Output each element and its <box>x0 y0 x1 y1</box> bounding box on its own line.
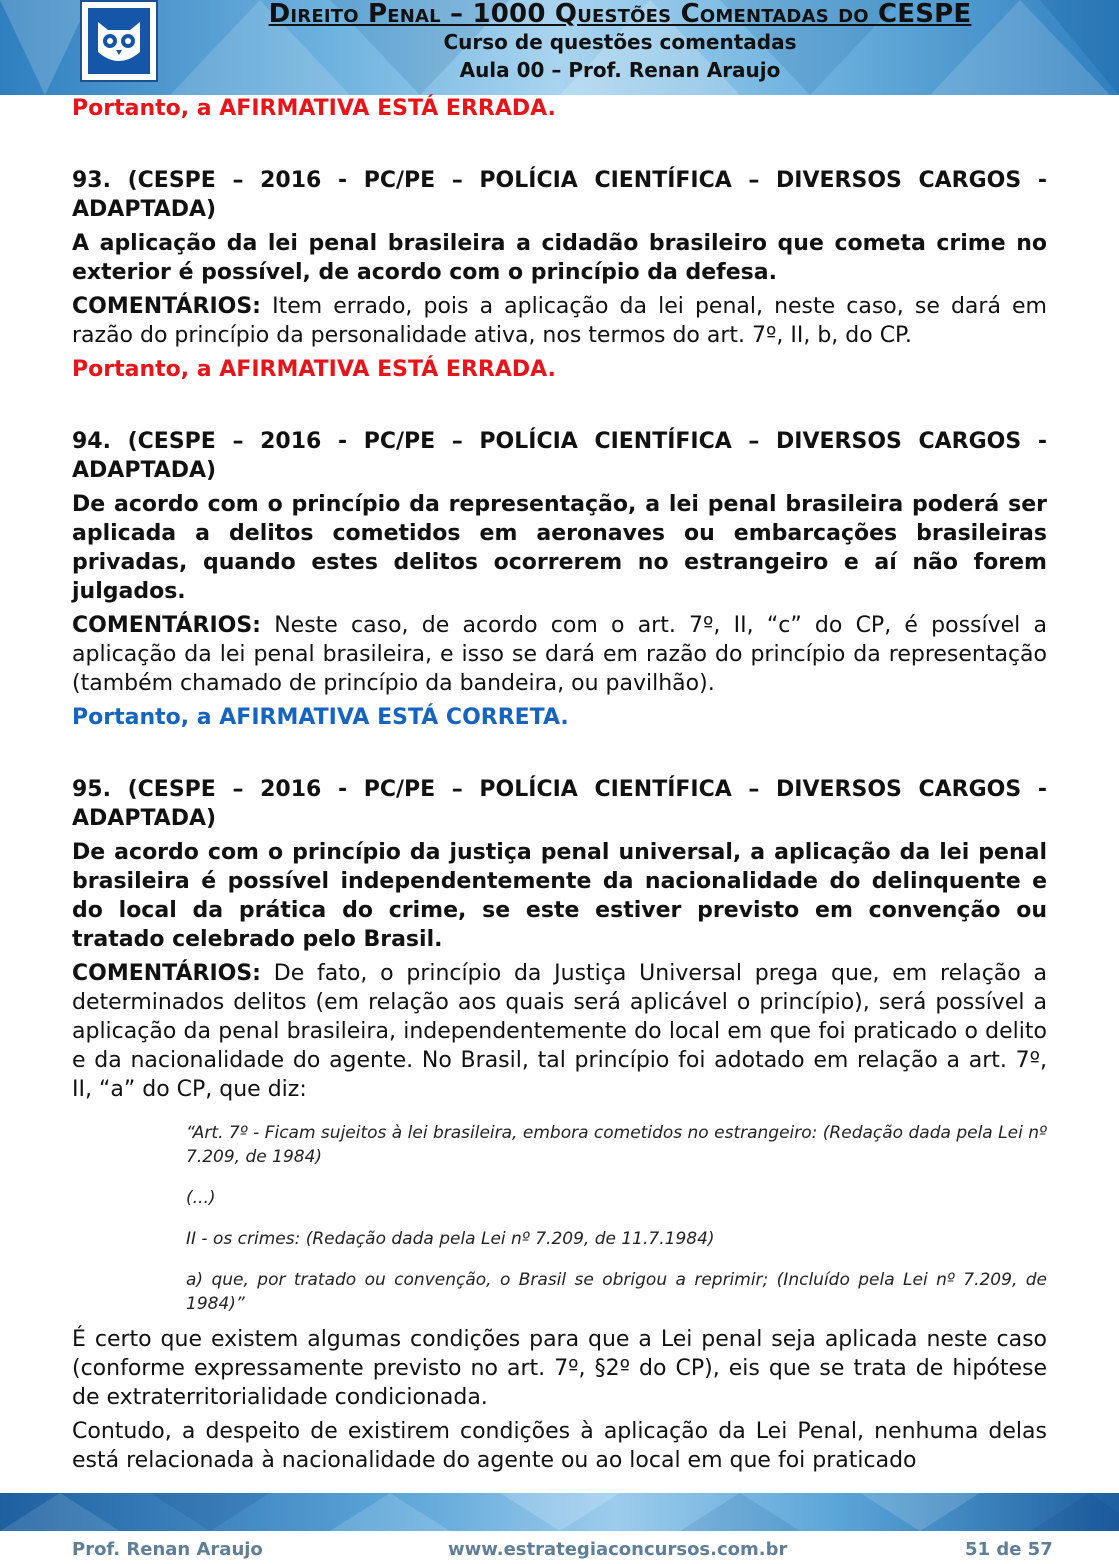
question-statement: De acordo com o princípio da justiça penal universal, a aplicação da lei penal brasileira é possível independentemente da nacionalidade do delinquente e do local da prática do crime, se este estiver previsto em convenção ou tratado celebrado pelo Brasil. <box>72 840 1047 952</box>
body-paragraph: Contudo, a despeito de existirem condições à aplicação da Lei Penal, nenhuma delas está relacionada à nacionalidade do agente ou ao local em que foi praticado <box>72 1419 1047 1473</box>
law-quote <box>72 1121 1047 1316</box>
question-comment <box>72 959 1047 1104</box>
quote-line: “Art. 7º - Ficam sujeitos à lei brasileira, embora cometidos no estrangeiro: (Redação dada pela Lei nº 7.209, de 1984) <box>186 1123 1047 1167</box>
question-header: 93. (CESPE – 2016 - PC/PE – POLÍCIA CIENTÍFICA – DIVERSOS CARGOS - ADAPTADA) <box>72 168 1047 222</box>
footer-page-number: 51 de 57 <box>965 1539 1053 1560</box>
question-95 <box>72 775 1047 1475</box>
question-94 <box>72 427 1047 732</box>
footer-site[interactable]: www.estrategiaconcursos.com.br <box>448 1539 788 1560</box>
question-statement: A aplicação da lei penal brasileira a cidadão brasileiro que cometa crime no exterior é possível, de acordo com o princípio da defesa. <box>72 231 1047 285</box>
question-statement: De acordo com o princípio da representação, a lei penal brasileira poderá ser aplicada a delitos cometidos em aeronaves ou embarcações brasileiras privadas, quando estes delitos ocorrerem no estrangeiro e aí não forem julgados. <box>72 492 1047 604</box>
body-paragraph: É certo que existem algumas condições para que a Lei penal seja aplicada neste caso (conforme expressamente previsto no art. 7º, §2º do CP), eis que se trata de hipótese de extraterritorialidade condicionada. <box>72 1327 1047 1410</box>
footer-triangle-pattern <box>0 1493 1119 1531</box>
question-verdict: Portanto, a AFIRMATIVA ESTÁ CORRETA. <box>72 705 569 730</box>
comment-label: COMENTÁRIOS: <box>72 294 261 319</box>
footer-band <box>0 1493 1119 1531</box>
footer-author: Prof. Renan Araujo <box>72 1539 263 1560</box>
question-93 <box>72 166 1047 384</box>
document-body <box>72 94 1047 1480</box>
comment-label: COMENTÁRIOS: <box>72 613 261 638</box>
quote-line: a) que, por tratado ou convenção, o Brasil se obrigou a reprimir; (Incluído pela Lei nº 7.209, de 1984)” <box>186 1270 1047 1314</box>
lesson-info: Aula 00 – Prof. Renan Araujo <box>459 58 781 82</box>
header-text <box>180 0 1060 84</box>
comment-text: De fato, o princípio da Justiça Universal prega que, em relação a determinados delitos (em relação aos quais será aplicável o princípio), será possível a aplicação da penal brasileira, independentemente do local em que foi praticado o delito e da nacionalidade do agente. No Brasil, tal princípio foi adotado em relação a art. 7º, II, “a” do CP, que diz: <box>72 961 1047 1102</box>
course-subtitle: Curso de questões comentadas <box>443 30 797 54</box>
question-verdict: Portanto, a AFIRMATIVA ESTÁ ERRADA. <box>72 357 556 382</box>
quote-line: (...) <box>186 1188 216 1208</box>
comment-text: Item errado, pois a aplicação da lei penal, neste caso, se dará em razão do princípio da personalidade ativa, nos termos do art. 7º, II, b, do CP. <box>72 294 1047 348</box>
comment-label: COMENTÁRIOS: <box>72 961 261 986</box>
owl-logo-icon <box>80 0 158 82</box>
quote-line: II - os crimes: (Redação dada pela Lei nº 7.209, de 11.7.1984) <box>186 1229 715 1249</box>
question-header: 95. (CESPE – 2016 - PC/PE – POLÍCIA CIENTÍFICA – DIVERSOS CARGOS - ADAPTADA) <box>72 777 1047 831</box>
question-header: 94. (CESPE – 2016 - PC/PE – POLÍCIA CIENTÍFICA – DIVERSOS CARGOS - ADAPTADA) <box>72 429 1047 483</box>
verdict-previous: Portanto, a AFIRMATIVA ESTÁ ERRADA. <box>72 96 556 121</box>
question-comment <box>72 611 1047 698</box>
question-comment <box>72 292 1047 350</box>
course-title: Direito Penal – 1000 Questões Comentadas do CESPE <box>268 0 972 29</box>
page-header <box>0 0 1119 95</box>
comment-text: Neste caso, de acordo com o art. 7º, II, “c” do CP, é possível a aplicação da lei penal brasileira, e isso se dará em razão do princípio da representação (também chamado de princípio da bandeira, ou pavilhão). <box>72 613 1047 696</box>
